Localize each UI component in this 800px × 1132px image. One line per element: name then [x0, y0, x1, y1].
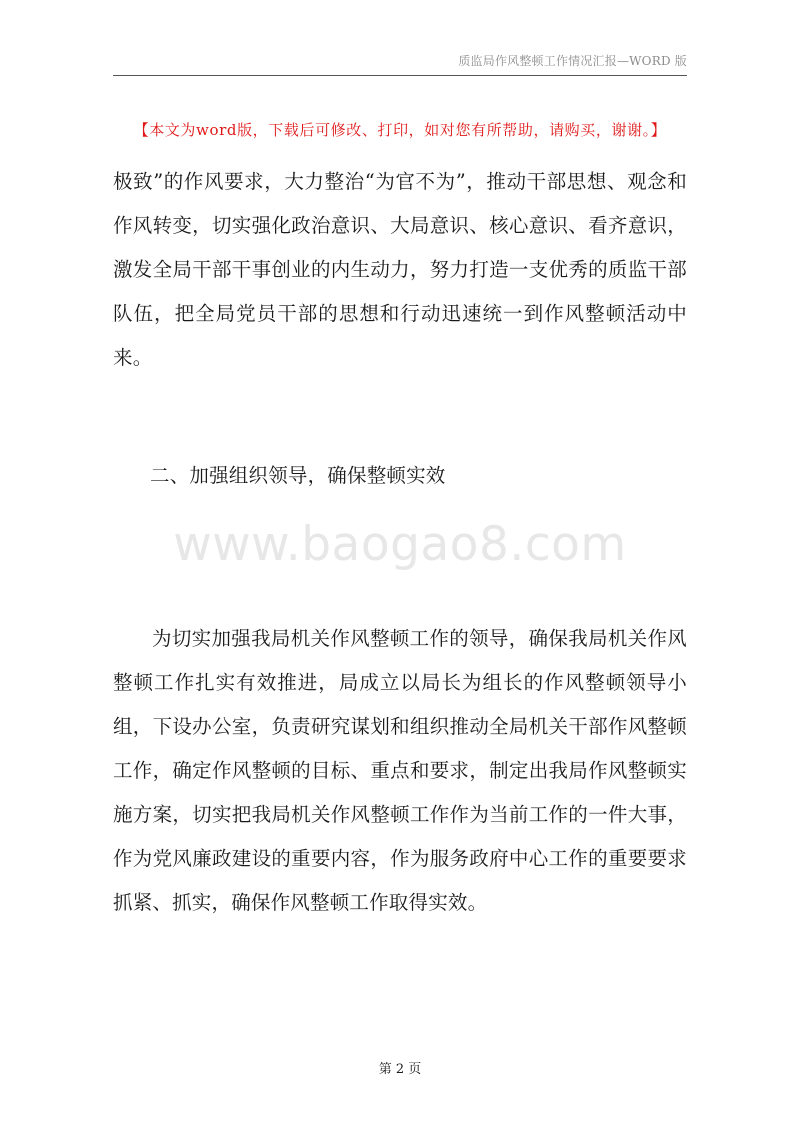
header-divider: [113, 75, 687, 76]
download-notice: 【本文为word版，下载后可修改、打印，如对您有所帮助，请购买，谢谢。】: [133, 121, 667, 139]
running-header: 质监局作风整顿工作情况汇报—WORD 版: [458, 54, 687, 68]
site-watermark: www.baogao8.com: [173, 517, 627, 572]
body-paragraph-1: 极致”的作风要求，大力整治“为官不为”，推动干部思想、观念和作风转变，切实强化政治意识、大局意识、核心意识、看齐意识，激发全局干部干事创业的内生动力，努力打造一支优秀的质监干部队伍，把全局党员干部的思想和行动迅速统一到作风整顿活动中来。: [113, 170, 687, 369]
section-heading-2: 二、加强组织领导，确保整顿实效: [150, 464, 446, 487]
page-number: 第 2 页: [378, 1062, 422, 1077]
body-paragraph-2: 为切实加强我局机关作风整顿工作的领导，确保我局机关作风整顿工作扎实有效推进，局成立以局长为组长的作风整顿领导小组，下设办公室，负责研究谋划和组织推动全局机关干部作风整顿工作，确定作风整顿的目标、重点和要求，制定出我局作风整顿实施方案，切实把我局机关作风整顿工作作为当前工作的一件大事，作为党风廉政建设的重要内容，作为服务政府中心工作的重要要求抓紧、抓实，确保作风整顿工作取得实效。: [113, 627, 687, 914]
